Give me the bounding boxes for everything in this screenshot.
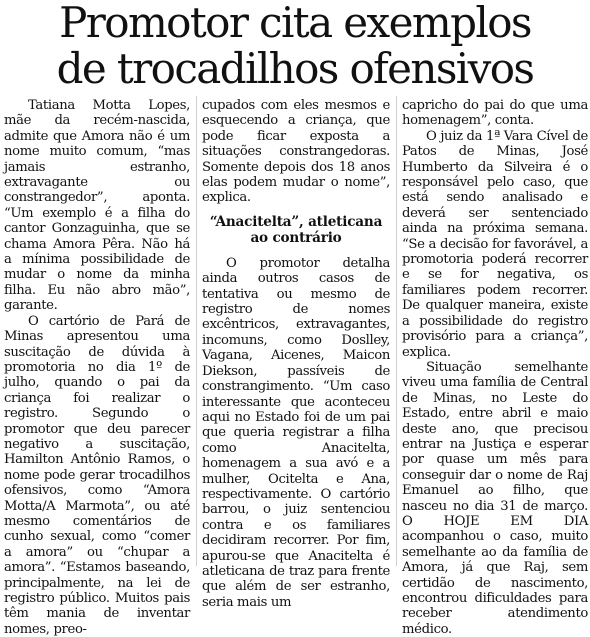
paragraph: Situação semelhante viveu uma família de Central de Minas, no Leste do Estado, entre abril e maio deste ano, que precisou entrar na Justiça e esperar por quase um mês para conseguir dar o nome de Raj Emanuel ao filho, que nasceu no dia 31 de março. O HOJE EM DIA acompanhou o caso, muito semelhante ao da família de Amora, já que Raj, sem certidão de nascimento, encontrou dificuldades para receber atendimento médico. xyxy=(402,359,588,637)
column-divider xyxy=(196,96,197,566)
column-divider xyxy=(396,96,397,566)
article-column-1 xyxy=(4,98,190,637)
paragraph: capricho do pai do que uma homenagem”, conta. xyxy=(402,98,588,129)
headline-line-1: Promotor cita exemplos xyxy=(59,0,531,47)
subheading-line-2: ao contrário xyxy=(250,229,342,246)
paragraph: Tatiana Motta Lopes, mãe da recém-nascida, admite que Amora não é um nome muito comum, “mas jamais estranho, extravagante ou constrangedor”, aponta. “Um exemplo é a filha do cantor Gonzaguinha, que se chama Amora Pêra. Não há a mínima possibilidade de mudar o nome da minha filha. Eu não abro mão”, garante. xyxy=(4,98,190,314)
paragraph: O promotor detalha ainda outros casos de tentativa ou mesmo de registro de nomes excêntricos, extravagantes, incomuns, como Doslley, Vagana, Aicenes, Maicon Diekson, passíveis de constrangimento. “Um caso interessante que aconteceu aqui no Estado foi de um pai que queria registrar a filha como Anacitelta, homenagem a sua avó e a mulher, Ocitelta e Ana, respectivamente. O cartório barrou, o juiz sentenciou contra e os familiares decidiram recorrer. Por fim, apurou-se que Anacitelta é atleticana de traz para frente que além de ser estranho, seria mais um xyxy=(202,255,390,610)
headline xyxy=(0,0,590,92)
paragraph: cupados com eles mesmos e esquecendo a criança, que pode ficar exposta a situações constrangedoras. Somente depois dos 18 anos elas podem mudar o nome”, explica. xyxy=(202,98,390,206)
headline-line-2: de trocadilhos ofensivos xyxy=(56,44,534,93)
paragraph: O cartório de Pará de Minas apresentou uma suscitação de dúvida à promotoria no dia 1º de julho, quando o pai da criança foi realizar o registro. Segundo o promotor que deu parecer negativo a suscitação, Hamilton Antônio Ramos, o nome pode gerar trocadilhos ofensivos, como “Amora Motta/A Marmota”, ou até mesmo comentários de cunho sexual, como “comer a amora” ou “chupar a amora”. “Estamos baseando, principalmente, na lei de registro público. Muitos pais têm mania de inventar nomes, preo- xyxy=(4,313,190,637)
article-column-2 xyxy=(202,98,390,610)
subheading-line-1: “Anacitelta”, atleticana xyxy=(209,213,383,230)
paragraph: O juiz da 1ª Vara Cível de Patos de Minas, José Humberto da Silveira é o responsável pelo caso, que está sendo analisado e deverá ser sentenciado ainda na próxima semana. “Se a decisão for favorável, a promotoria poderá recorrer e se for negativa, os familiares podem recorrer. De qualquer maneira, existe a possibilidade do registro provisório para a criança”, explica. xyxy=(402,128,588,360)
article-column-3 xyxy=(402,98,588,637)
section-subheading xyxy=(202,214,390,246)
